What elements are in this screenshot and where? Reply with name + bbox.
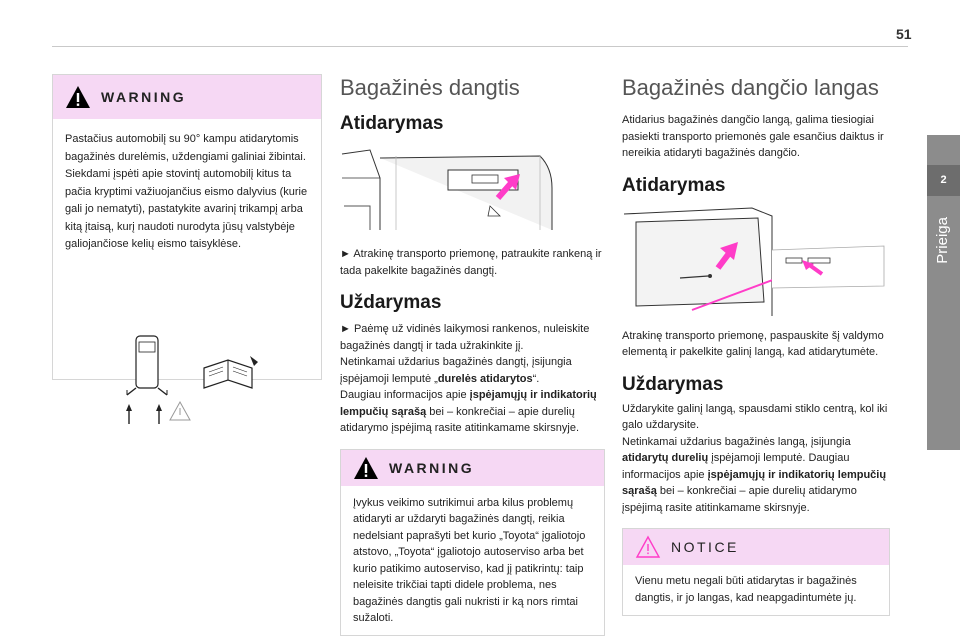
heading-closing: Uždarymas xyxy=(622,373,724,395)
closing-lamp-a: Netinkamai uždarius bagažinės langą, įsijungia xyxy=(622,435,851,448)
opening-instructions: ► Atrakinę transporto priemonę, patraukite rankeną ir tada pakelkite bagažinės dangtį. xyxy=(340,248,602,277)
heading-closing: Uždarymas xyxy=(340,292,442,313)
chapter-name: Prieiga xyxy=(934,217,951,264)
rear-window-opening-instructions: Atrakinę transporto priemonę, paspauskite šį valdymo elementą ir pakelkite galinį langą, kad atidarytumėte. xyxy=(622,329,884,358)
closing-step: ► Paėmę už vidinės laikymosi rankenos, nuleiskite bagažinės dangtį ir tada užrakinkite jį. xyxy=(340,323,590,352)
warning-header xyxy=(53,75,321,119)
chapter-number: 2 xyxy=(927,165,960,196)
closing-lamp-d: įspėjamųjų ir indikatorių lempučių sąrašą xyxy=(622,468,887,497)
closing-lamp-e: bei – konkrečiai – apie durelių atidarymo įspėjimą rasite atitinkamame skirsnyje. xyxy=(622,485,857,514)
heading-opening: Atidarymas xyxy=(340,113,444,134)
warning-title: WARNING xyxy=(101,89,187,105)
chapter-tab[interactable] xyxy=(927,135,960,450)
closing-instructions xyxy=(340,321,605,437)
page-number: 51 xyxy=(896,26,912,42)
warning-text: Pastačius automobilį su 90° kampu atidarytomis bagažinės durelėmis, uždengiami galiniai žibintai. Siekdami įspėti apie stovintį automobilį kitus ta pačia kryptimi važiuojančius eismo dalyvius (kurie gali jo nematyti), pastatykite avarinį trikampį arba kitą įtaisą, kurį naudoti nurodyta jūsų valstybėje galiojančiose kelių eismo taisyklėse. xyxy=(65,133,308,250)
warning-title: WARNING xyxy=(389,459,475,476)
notice-text: Vienu metu negali būti atidarytas ir bagažinės dangtis, ir jo langas, kad neapgadintumėte jų. xyxy=(635,575,857,604)
closing-warning-lamp-b: durelės atidarytos xyxy=(437,372,533,385)
warning-box-tailgate xyxy=(340,449,605,636)
rear-window-intro: Atidarius bagažinės dangčio langą, galima tiesiogiai pasiekti transporto priemonės gale esančius daiktus ir nereikia atidaryti bagažinės dangčio. xyxy=(622,114,884,159)
column-left xyxy=(52,60,322,380)
section-title-rear-window: Bagažinės dangčio langas xyxy=(622,75,879,100)
closing-step: Uždarykite galinį langą, spausdami stiklo centrą, kol iki galo uždarysite. xyxy=(622,402,888,431)
parked-vehicle-illustration xyxy=(122,332,312,428)
warning-header xyxy=(341,450,604,486)
rear-window-closing-instructions xyxy=(622,401,890,517)
warning-triangle-icon xyxy=(353,456,379,480)
notice-triangle-icon xyxy=(635,535,661,559)
notice-box-rear-window xyxy=(622,528,890,616)
closing-more-info-c: bei – konkrečiai – apie durelių atidarymo įspėjimą rasite atitinkamame skirsnyje. xyxy=(340,405,580,434)
warning-text: Įvykus veikimo sutrikimui arba kilus problemų atidaryti ar uždaryti bagažinės dangtį, reikia nedelsiant paprašyti bet kurio „Toyota“ įgaliotojo atstovo, „Toyota“ įgaliotojo autoserviso arba bet kurio patikimo autoserviso, kad jį patikrintų: taip neleisite trikčiai tapti didele problema, nes bagažinės dangtis gali nukristi ir ką nors rimtai sužaloti. xyxy=(353,496,586,624)
header-rule xyxy=(52,46,908,47)
closing-lamp-b: atidarytų durelių xyxy=(622,452,709,464)
warning-triangle-icon xyxy=(65,85,91,109)
closing-more-info-b: įspėjamųjų ir indikatorių lempučių sąrašą xyxy=(340,389,597,418)
closing-warning-lamp-c: “. xyxy=(532,372,540,385)
notice-title: NOTICE xyxy=(671,539,739,555)
closing-warning-lamp-a: Netinkamai uždarius bagažinės dangtį, įsijungia įspėjamoji lemputė „ xyxy=(340,356,572,385)
warning-box-vehicle-parking xyxy=(52,74,322,380)
column-right xyxy=(622,60,890,616)
section-title-tailgate: Bagažinės dangtis xyxy=(340,75,520,100)
closing-more-info-a: Daugiau informacijos apie xyxy=(340,389,470,401)
closing-lamp-c: įspėjamoji lemputė. Daugiau informacijos apie xyxy=(622,452,850,481)
heading-opening: Atidarymas xyxy=(622,174,726,196)
column-middle xyxy=(340,60,605,636)
rear-window-opening-illustration xyxy=(622,206,888,318)
tailgate-opening-illustration xyxy=(340,148,560,232)
notice-header xyxy=(623,529,889,565)
